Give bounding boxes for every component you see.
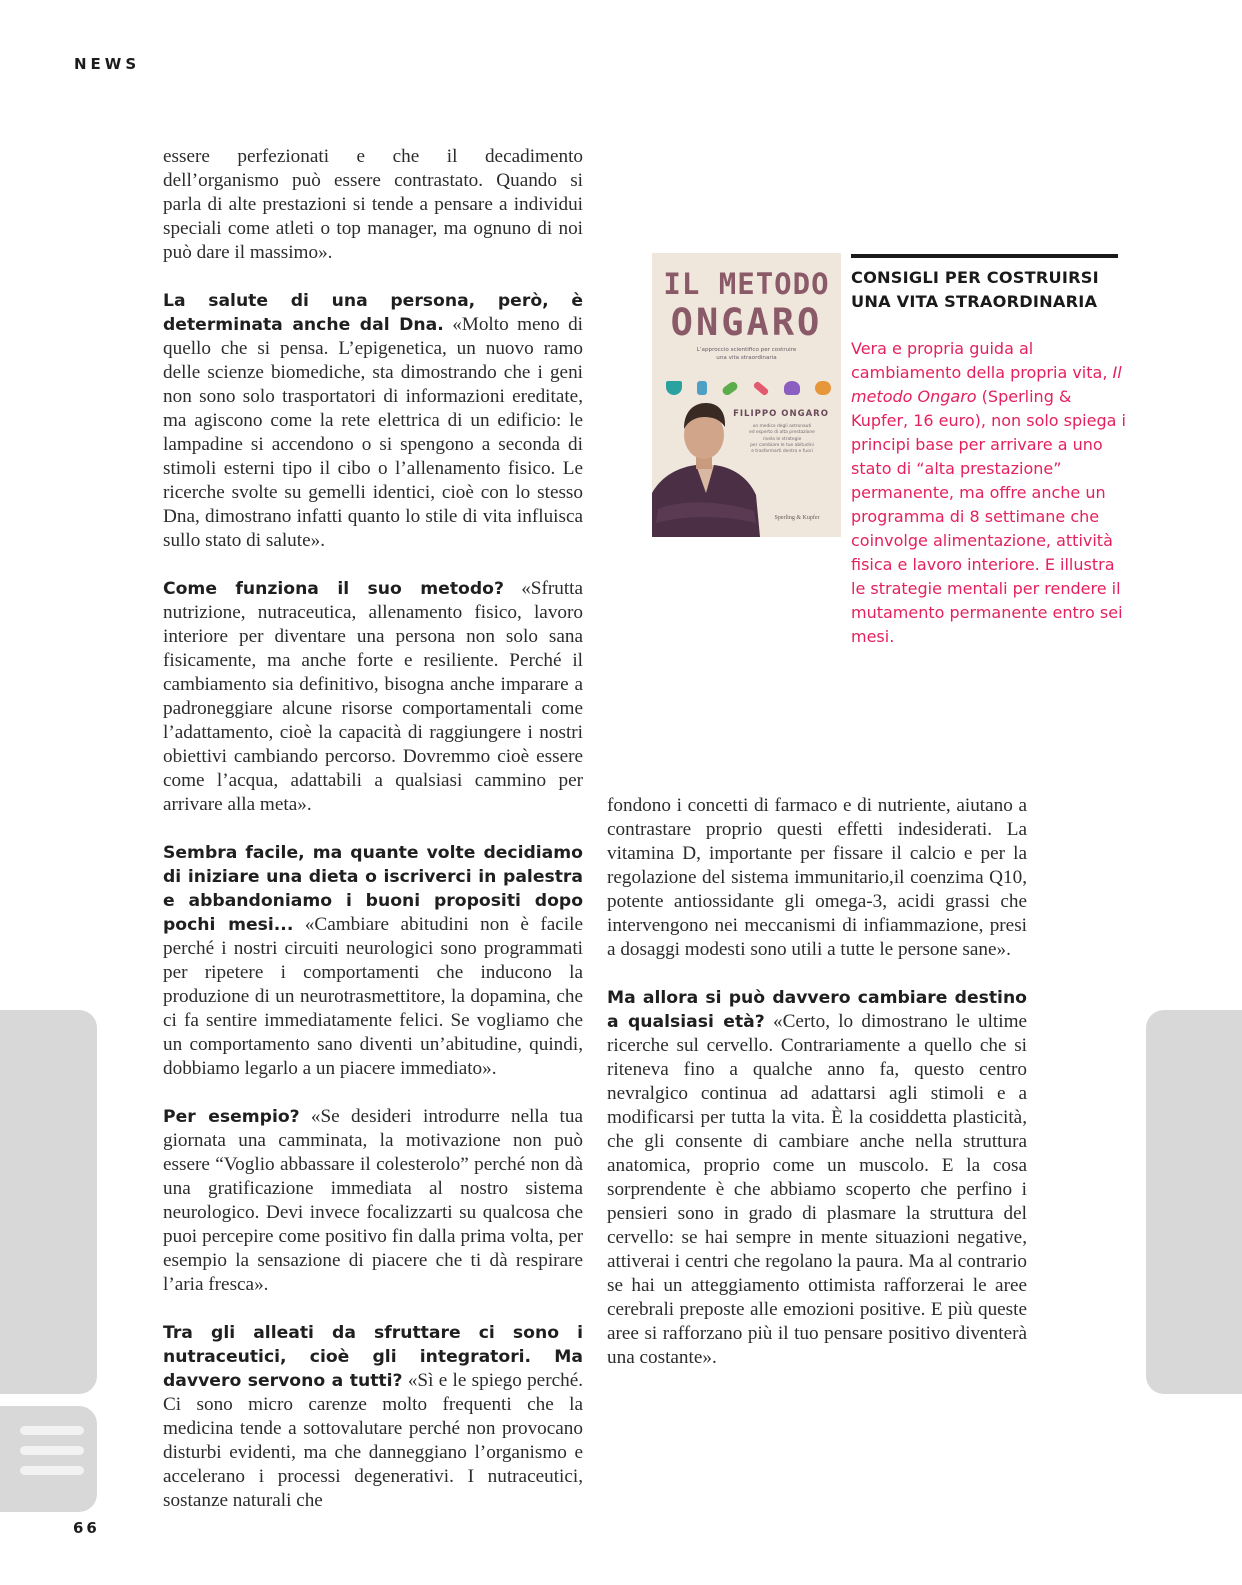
- menu-icon-bar: [20, 1466, 84, 1475]
- paragraph-text: «Se desideri introdurre nella tua giornata una camminata, la motivazione non può essere “Voglio abbassare il colesterolo” perché non dà una gratificazione immediata al nostro sistema neurologico. Devi invece focalizzarti su qualcosa che puoi percepire come positivo fin dalla prima volta, per esempio la sensazione di piacere che ti dà respirare l’aria fresca».: [163, 1106, 583, 1295]
- paragraph: [163, 577, 583, 817]
- book-title-italic: Il metodo Ongaro: [851, 363, 1122, 406]
- paragraph-text: «Sì e le spiego perché. Ci sono micro carenze molto frequenti che la medicina tende a sottovalutare perché non provocano disturbi evidenti, ma che danneggiano l’organismo e accelerano i processi degenerativi. I nutraceutici, sostanze naturali che: [163, 1370, 584, 1511]
- page-number: 66: [73, 1519, 100, 1537]
- paragraph: [607, 986, 1027, 1370]
- paragraph: [163, 289, 583, 553]
- book-cover-image: [652, 253, 841, 537]
- paragraph-text: fondono i concetti di farmaco e di nutriente, aiutano a contrastare proprio questi effetti indesiderati. La vitamina D, importante per fissare il calcio e per la regolazione del sistema immunitario,il coenzima Q10, potente antiossidante gli omega-3, acidi grassi che intervengono nei meccanismi di infiammazione, presi a dosaggi modesti sono utili a tutte le persone sane».: [607, 795, 1027, 960]
- interview-question: Come funziona il suo metodo?: [163, 579, 504, 599]
- sidebar-text-part: (Sperling & Kupfer, 16 euro), non solo spiega i principi base per arrivare a uno stato di “alta prestazione” permanente, ma offre anche un programma di 8 settimane che coinvolge alimentazione, attività fisica e lavoro interiore. E illustra le strategie mentali per rendere il mutamento permanente entro sei mesi.: [851, 387, 1126, 646]
- book-cover-title: IL METODO: [663, 267, 830, 301]
- book-cover-title: ONGARO: [670, 301, 823, 344]
- article-column-left: [163, 145, 583, 1537]
- sidebar-title: [851, 266, 1118, 314]
- menu-button[interactable]: [0, 1406, 97, 1512]
- paragraph: [607, 794, 1027, 962]
- book-cover-blurb-line: rivela le strategie: [762, 436, 802, 442]
- paragraph-text: «Molto meno di quello che si pensa. L’epigenetica, un nuovo ramo delle scienze biomediche, sta dimostrando che i geni non sono solo trasportatori di informazioni ereditate, ma agiscono come la rete elettrica di un edificio: le lampadine si accendono o si spengono a seconda di stimoli esterni tipo il cibo o l’allenamento fisico. Le ricerche svolte su gemelli identici, cioè con lo stesso Dna, dimostrano infatti quanto lo stile di vita influisca sullo stato di salute».: [163, 314, 583, 551]
- paragraph-text: «Cambiare abitudini non è facile perché i nostri circuiti neurologici sono programmati per ripetere i comportamenti che inducono la produzione di un neurotrasmettitore, la dopamina, che ci fa sentire immediatamente felici. Se vogliamo che un comportamento sano diventi un’abitudine, quindi, dobbiamo legarlo a un piacere immediato».: [163, 914, 583, 1079]
- sidebar-title-line: UNA VITA STRAORDINARIA: [851, 292, 1098, 311]
- sidebar-title-line: CONSIGLI PER COSTRUIRSI: [851, 268, 1099, 287]
- author-photo: [652, 253, 841, 537]
- interview-question: Per esempio?: [163, 1107, 300, 1127]
- menu-icon-bar: [20, 1446, 84, 1455]
- side-tab-right[interactable]: [1146, 1010, 1242, 1394]
- sidebar-text-part: Vera e propria guida al cambiamento della propria vita,: [851, 339, 1113, 382]
- book-cover-blurb-line: ed esperto di alta prestazione: [749, 430, 815, 436]
- book-cover-author: FILIPPO ONGARO: [733, 409, 829, 419]
- paragraph: [163, 841, 583, 1081]
- section-label: NEWS: [74, 55, 141, 73]
- side-tab-left[interactable]: [0, 1010, 97, 1394]
- paragraph: [163, 1105, 583, 1297]
- book-cover-blurb: [732, 424, 832, 455]
- book-cover-subtitle-line: una vita straordinaria: [716, 355, 777, 361]
- book-cover-blurb-line: e trasformarti dentro e fuori: [751, 449, 813, 455]
- book-cover-blurb-line: un medico degli astronauti: [752, 424, 812, 429]
- paragraph: [163, 1321, 583, 1513]
- paragraph-text: essere perfezionati e che il decadimento dell’organismo può essere contrastato. Quando si parla di alte prestazioni si tende a pensare a individui speciali come atleti o top manager, ma ognuno di noi può dare il massimo».: [163, 146, 583, 263]
- interview-question: Ma allora si può davvero cambiare destino a qualsiasi età?: [607, 988, 1027, 1032]
- paragraph-text: «Sfrutta nutrizione, nutraceutica, allenamento fisico, lavoro interiore per diventare una persona non solo sana fisicamente, ma anche forte e resiliente. Perché il cambiamento sia definitivo, bisogna anche imparare a padroneggiare alcune risorse comportamentali come l’adattamento, cioè la capacità di raggiungere i nostri obiettivi cambiando percorso. Dovremmo cioè essere come l’acqua, adattabili a qualsiasi cammino per arrivare alla meta».: [163, 578, 584, 815]
- book-cover-publisher: Sperling & Kupfer: [774, 515, 820, 521]
- sidebar-text: [851, 337, 1126, 649]
- paragraph: [163, 145, 583, 265]
- article-column-right: [607, 794, 1027, 1394]
- interview-question: Sembra facile, ma quante volte decidiamo di iniziare una dieta o iscriverci in palestra e abbandoniamo i buoni propositi dopo pochi mesi...: [163, 843, 583, 935]
- interview-question: Tra gli alleati da sfruttare ci sono i nutraceutici, cioè gli integratori. Ma davvero servono a tutti?: [163, 1323, 583, 1391]
- interview-question: La salute di una persona, però, è determinata anche dal Dna.: [163, 291, 583, 335]
- menu-icon: [20, 1426, 84, 1435]
- sidebar-divider: [851, 254, 1118, 258]
- paragraph-text: «Certo, lo dimostrano le ultime ricerche sul cervello. Contrariamente a quello che si riteneva fino a qualche anno fa, questo centro nevralgico continua ad adattarsi agli stimoli e a modificarsi per tutta la vita. È la cosiddetta plasticità, che gli consente di cambiare anche nella struttura anatomica, proprio come un muscolo. E la cosa sorprendente è che abbiamo scoperto che perfino i pensieri sono in grado di plasmare la struttura del cervello: se hai sempre in mente situazioni negative, attiverai i centri che regolano la paura. Ma al contrario se hai un atteggiamento ottimista rafforzerai le aree cerebrali preposte alle emozioni positive. E più queste aree si rafforzano più il tuo pensare positivo diventerà una costante».: [607, 1011, 1028, 1368]
- book-cover-blurb-line: per cambiare le tue abitudini: [750, 442, 814, 448]
- book-cover-subtitle-line: L’approccio scientifico per costruire: [696, 347, 797, 353]
